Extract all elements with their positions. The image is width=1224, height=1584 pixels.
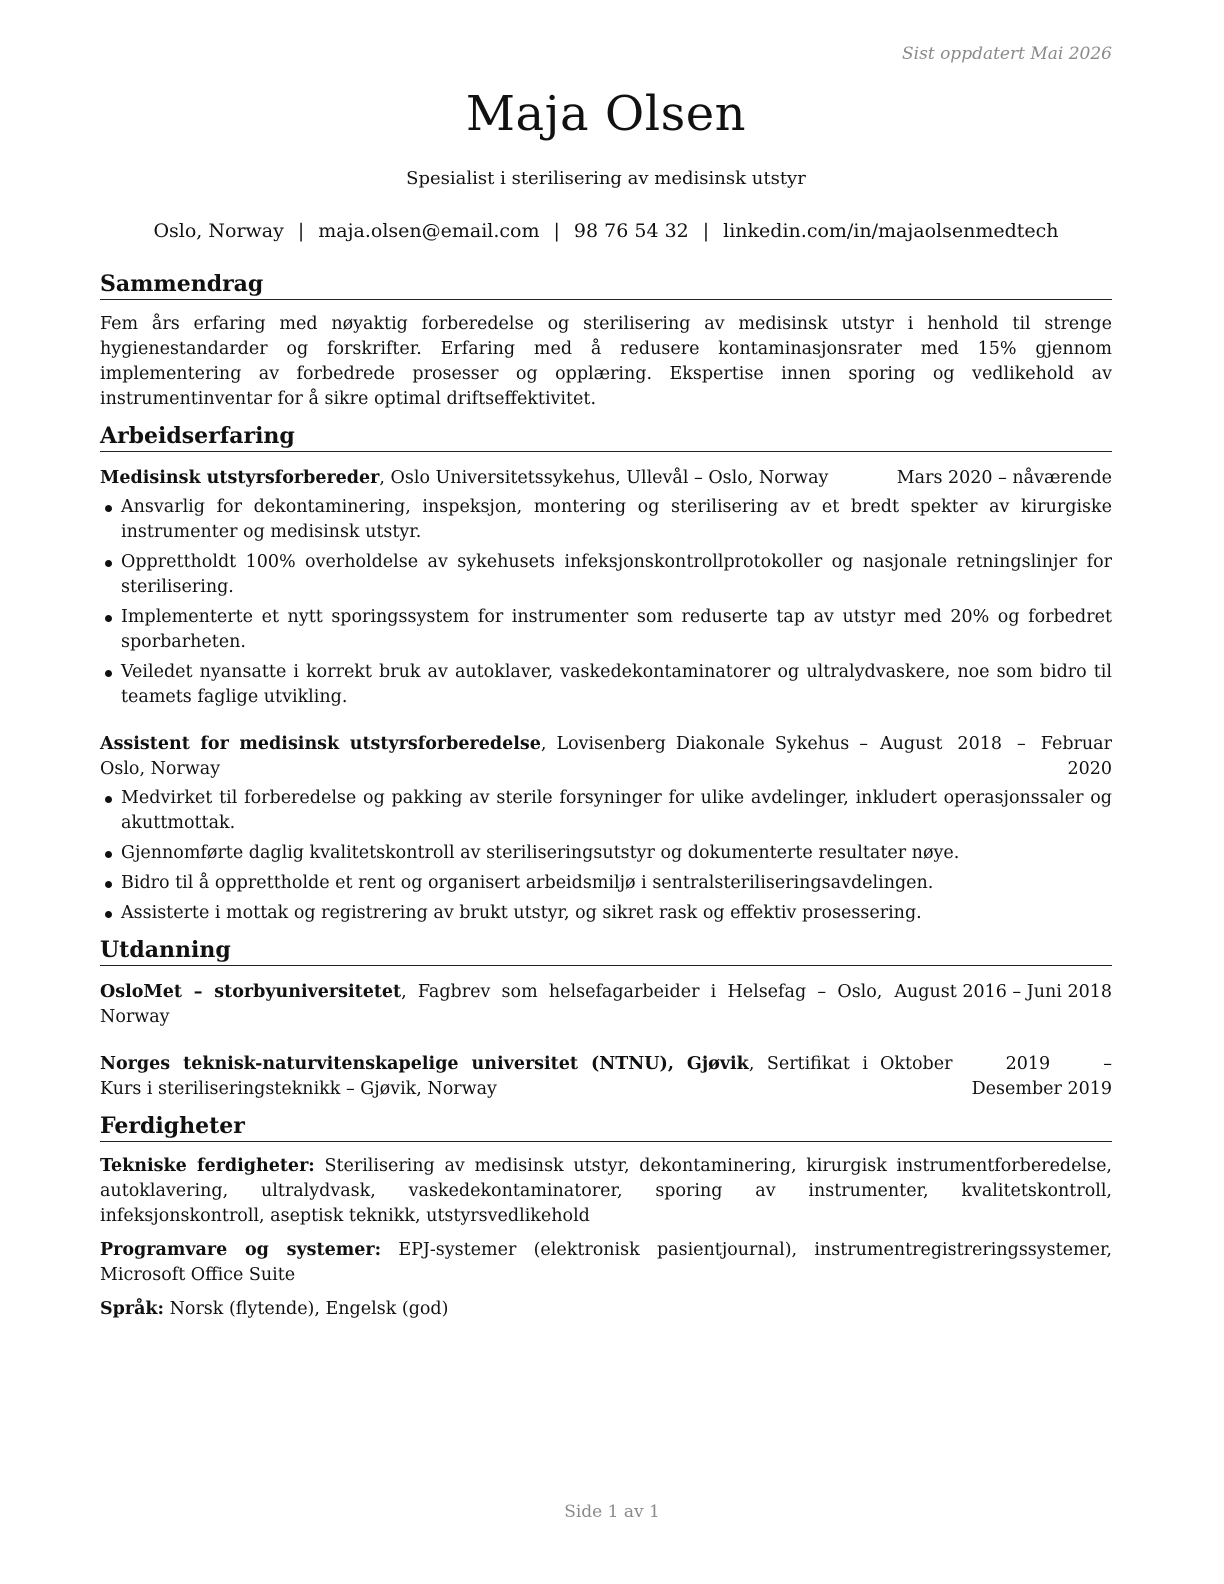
skill-value: Norsk (flytende), Engelsk (god) bbox=[164, 1299, 449, 1319]
contact-separator: | bbox=[553, 220, 560, 242]
list-item: Gjennomførte daglig kvalitetskontroll av steriliseringsutstyr og dokumenterte resultater nøye. bbox=[100, 841, 1112, 866]
job-employer: , Lovisenberg Diakonale Sykehus – Oslo, Norway bbox=[100, 734, 869, 779]
skill-row-software bbox=[100, 1238, 1112, 1288]
experience-section bbox=[100, 422, 1112, 926]
section-heading-skills: Ferdigheter bbox=[100, 1112, 1112, 1142]
education-entry bbox=[100, 1052, 1112, 1102]
job-bullets bbox=[100, 786, 1112, 926]
list-item: Implementerte et nytt sporingssystem for instrumenter som reduserte tap av utstyr med 20% og forbedret sporbarheten. bbox=[100, 605, 1112, 655]
job-role bbox=[100, 732, 880, 782]
job-role bbox=[100, 466, 897, 491]
contact-email[interactable]: maja.olsen@email.com bbox=[318, 220, 540, 242]
list-item: Assisterte i mottak og registrering av brukt utstyr, og sikret rask og effektiv prosessering. bbox=[100, 901, 1112, 926]
school-name: Norges teknisk-naturvitenskapelige universitet (NTNU), Gjøvik bbox=[100, 1054, 749, 1074]
skill-value: EPJ-systemer (elektronisk pasientjournal), instrumentregistreringssystemer, Microsoft Office Suite bbox=[100, 1240, 1112, 1285]
education-dates: August 2016 – Juni 2018 bbox=[894, 982, 1112, 1002]
contact-line bbox=[100, 220, 1112, 242]
list-item: Opprettholdt 100% overholdelse av sykehusets infeksjonskontrollprotokoller og nasjonale retningslinjer for sterilisering. bbox=[100, 550, 1112, 600]
skill-row-languages bbox=[100, 1297, 1112, 1322]
summary-section bbox=[100, 270, 1112, 412]
professional-title: Spesialist i sterilisering av medisinsk utstyr bbox=[406, 168, 806, 189]
skill-value: Sterilisering av medisinsk utstyr, dekontaminering, kirurgisk instrumentforberedelse, autoklavering, ultralydvask, vaskedekontaminatorer, sporing av instrumenter, kvalitetskontroll, infeksjonskontroll, aseptisk teknikk, utstyrsvedlikehold bbox=[100, 1156, 1112, 1226]
job-header bbox=[100, 732, 1112, 782]
education-dates: Oktober 2019 – Desember 2019 bbox=[880, 1054, 1112, 1099]
job-entry bbox=[100, 732, 1112, 926]
school-name: OsloMet – storbyuniversitetet bbox=[100, 982, 402, 1002]
job-bullets bbox=[100, 495, 1112, 710]
skill-row-technical bbox=[100, 1154, 1112, 1229]
section-heading-summary: Sammendrag bbox=[100, 270, 1112, 300]
contact-separator: | bbox=[702, 220, 710, 242]
education-section bbox=[100, 936, 1112, 1102]
contact-linkedin[interactable]: linkedin.com/in/majaolsenmedtech bbox=[723, 220, 1059, 242]
skill-label: Programvare og systemer: bbox=[100, 1240, 382, 1260]
job-dates: August 2018 – Februar 2020 bbox=[880, 734, 1112, 779]
page-number: Side 1 av 1 bbox=[564, 1502, 660, 1522]
education-entry bbox=[100, 980, 1112, 1030]
person-name: Maja Olsen bbox=[465, 86, 747, 142]
job-entry bbox=[100, 466, 1112, 710]
section-heading-experience: Arbeidserfaring bbox=[100, 422, 1112, 452]
summary-text: Fem års erfaring med nøyaktig forberedelse og sterilisering av medisinsk utstyr i henhold til strenge hygienestandarder og forskrifter. Erfaring med å redusere kontaminasjonsrater med 15% gjennom implementering av forbedrede prosesser og opplæring. Ekspertise innen sporing og vedlikehold av instrumentinventar for å sikre optimal driftseffektivitet. bbox=[100, 314, 1112, 409]
job-employer: , Oslo Universitetssykehus, Ullevål – Oslo, Norway bbox=[379, 468, 829, 488]
list-item: Medvirket til forberedelse og pakking av sterile forsyninger for ulike avdelinger, inkludert operasjonssaler og akuttmottak. bbox=[100, 786, 1112, 836]
resume-content bbox=[100, 270, 1112, 1332]
list-item: Veiledet nyansatte i korrekt bruk av autoklaver, vaskedekontaminatorer og ultralydvaskere, noe som bidro til teamets faglige utvikling. bbox=[100, 660, 1112, 710]
list-item: Bidro til å opprettholde et rent og organisert arbeidsmiljø i sentralsteriliseringsavdelingen. bbox=[100, 871, 1112, 896]
last-updated-note: Sist oppdatert Mai 2026 bbox=[902, 44, 1112, 64]
contact-location: Oslo, Norway bbox=[153, 220, 284, 242]
skill-label: Tekniske ferdigheter: bbox=[100, 1156, 315, 1176]
degree-detail: , Fagbrev som helsefagarbeider i Helsefag – Oslo, Norway bbox=[100, 982, 883, 1027]
list-item: Ansvarlig for dekontaminering, inspeksjon, montering og sterilisering av et bredt spekter av kirurgiske instrumenter og medisinsk utstyr. bbox=[100, 495, 1112, 545]
job-title: Assistent for medisinsk utstyrsforberedelse bbox=[100, 734, 541, 754]
degree-detail: , Sertifikat i Kurs i steriliseringsteknikk – Gjøvik, Norway bbox=[100, 1054, 868, 1099]
education-institution bbox=[100, 980, 894, 1030]
skill-label: Språk: bbox=[100, 1299, 165, 1319]
job-header bbox=[100, 466, 1112, 491]
job-title: Medisinsk utstyrsforbereder bbox=[100, 468, 380, 488]
job-dates: Mars 2020 – nåværende bbox=[896, 468, 1112, 488]
section-heading-education: Utdanning bbox=[100, 936, 1112, 966]
contact-phone: 98 76 54 32 bbox=[573, 220, 689, 242]
contact-separator: | bbox=[297, 220, 305, 242]
education-institution bbox=[100, 1052, 880, 1102]
skills-section bbox=[100, 1112, 1112, 1322]
